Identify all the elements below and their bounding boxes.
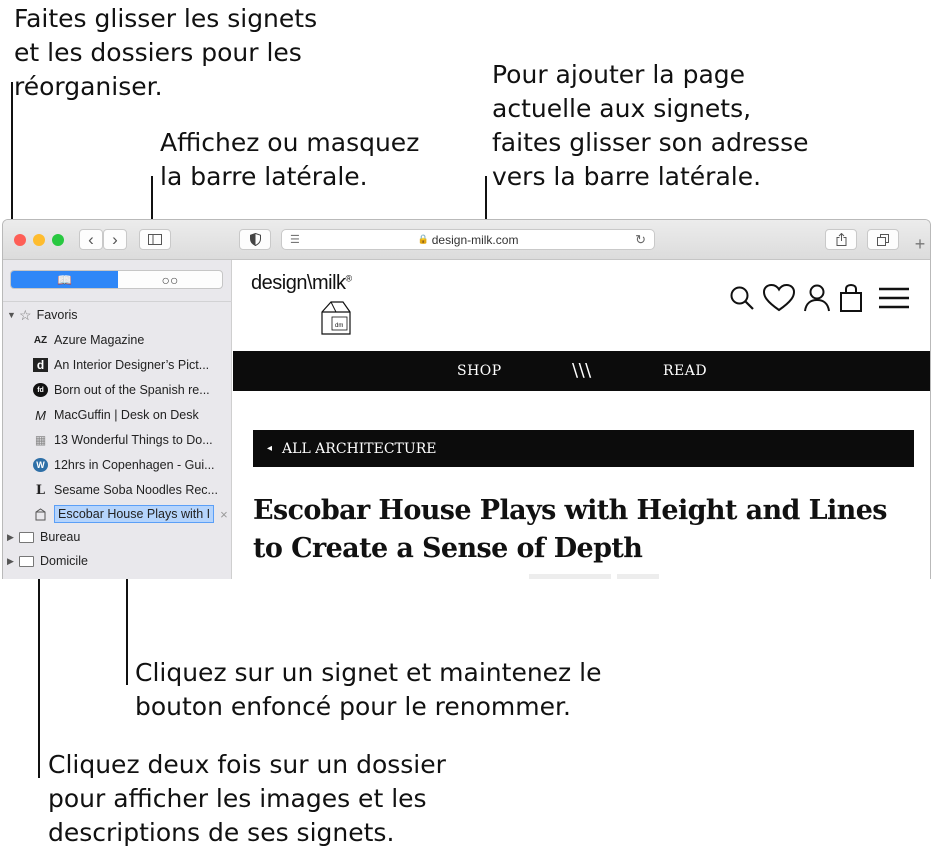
clear-icon[interactable]: ×	[220, 506, 228, 522]
bookmark-item[interactable]	[33, 404, 199, 426]
sidebar-icon	[148, 234, 162, 245]
milk-carton-icon	[319, 300, 353, 336]
favorites-folder[interactable]	[7, 304, 78, 326]
social-button-placeholder	[529, 574, 611, 579]
fd-favicon: fd	[33, 383, 48, 397]
logo-text: design\milk	[251, 272, 346, 294]
bookmark-label: An Interior Designer’s Pict...	[54, 358, 210, 372]
disclosure-open-icon: ▼	[7, 310, 16, 320]
bookmark-item-editing[interactable]	[33, 503, 228, 525]
folder-label: Domicile	[40, 554, 88, 568]
lock-icon: 🔒	[417, 234, 429, 244]
disclosure-closed-icon: ▶	[7, 555, 14, 566]
folder-label: Bureau	[40, 530, 81, 544]
nav-logo-mark[interactable]: \\\	[572, 360, 592, 381]
site-icons	[729, 284, 911, 312]
folder-domicile[interactable]	[7, 550, 88, 572]
minimize-button[interactable]	[33, 234, 45, 246]
wordpress-favicon: W	[33, 458, 48, 472]
bookmark-label: Born out of the Spanish re...	[54, 383, 210, 397]
tab-reading-list[interactable]	[118, 271, 222, 288]
bookmark-item[interactable]	[33, 329, 144, 351]
glasses-icon: ○○	[161, 271, 179, 288]
folder-icon	[19, 532, 34, 543]
bookmark-item[interactable]	[33, 379, 210, 401]
callout-rename: Cliquez sur un signet et maintenez le bouton enfoncé pour le renommer.	[135, 658, 602, 721]
forward-button[interactable]	[103, 229, 127, 250]
user-icon[interactable]	[803, 284, 831, 312]
breadcrumb-label: ALL ARCHITECTURE	[282, 440, 437, 457]
nav-read[interactable]: READ	[663, 363, 708, 379]
zoom-button[interactable]	[52, 234, 64, 246]
carton-favicon	[33, 507, 48, 521]
l-favicon: L	[35, 482, 46, 498]
folder-bureau[interactable]	[7, 526, 80, 548]
macguffin-favicon: M	[35, 407, 46, 423]
chevron-right-icon: ›	[112, 229, 118, 249]
sidebar	[3, 260, 232, 579]
rename-field[interactable]	[54, 505, 214, 523]
sidebar-toggle-button[interactable]	[139, 229, 171, 250]
callout-sidebar-toggle: Affichez ou masquez la barre latérale.	[160, 128, 420, 191]
callout-line-folder	[38, 566, 40, 778]
registered-mark: ®	[345, 273, 352, 284]
share-button[interactable]	[825, 229, 857, 250]
bookmark-label: 12hrs in Copenhagen - Gui...	[54, 458, 215, 472]
book-icon: 📖	[57, 272, 72, 287]
social-button-placeholder	[617, 574, 659, 579]
chevron-left-icon: ‹	[88, 229, 94, 249]
azure-favicon: AZ	[33, 334, 48, 346]
breadcrumb[interactable]	[253, 430, 914, 467]
shopping-bag-icon[interactable]	[839, 284, 863, 312]
rename-field-text: Escobar House Plays with I	[58, 507, 211, 521]
bookmark-label: MacGuffin | Desk on Desk	[54, 408, 199, 422]
browser-window	[2, 219, 931, 579]
bookmark-item[interactable]	[33, 429, 213, 451]
folder-icon	[19, 556, 34, 567]
search-icon[interactable]	[729, 285, 755, 311]
callout-reorder: Faites glisser les signets et les dossiers pour les réorganiser.	[14, 4, 318, 101]
bookmark-label: Sesame Soba Noodles Rec...	[54, 483, 218, 497]
article-headline: Escobar House Plays with Height and Lines to Create a Sense of Depth	[253, 495, 887, 564]
privacy-report-button[interactable]	[239, 229, 271, 250]
bookmark-label: Azure Magazine	[54, 333, 145, 347]
toolbar	[3, 220, 930, 260]
bookmark-item[interactable]	[33, 354, 209, 376]
nav-shop[interactable]: SHOP	[457, 363, 502, 379]
close-button[interactable]	[14, 234, 26, 246]
callout-folder-dblclick: Cliquez deux fois sur un dossier pour afficher les images et les descriptions de ses signets.	[48, 750, 446, 847]
tab-bookmarks[interactable]	[11, 271, 118, 288]
back-button[interactable]	[79, 229, 103, 250]
bookmark-item[interactable]	[33, 479, 218, 501]
sidebar-segmented-control	[10, 270, 223, 289]
reload-icon[interactable]: ↻	[635, 232, 646, 247]
grid-favicon: ▦	[34, 433, 47, 447]
shield-icon	[250, 233, 261, 246]
caret-left-icon: ◂	[267, 443, 273, 454]
tabs-icon	[877, 234, 889, 246]
sidebar-divider	[3, 301, 232, 302]
heart-icon[interactable]	[763, 284, 795, 312]
favorites-label: Favoris	[36, 308, 78, 322]
star-icon: ☆	[19, 306, 32, 323]
d-favicon: d	[33, 358, 48, 372]
bookmark-item[interactable]	[33, 454, 215, 476]
site-nav	[233, 351, 931, 391]
disclosure-closed-icon: ▶	[7, 531, 14, 542]
menu-icon[interactable]	[877, 286, 911, 310]
web-content	[233, 260, 931, 579]
carton-label: dm	[335, 323, 344, 329]
address-bar[interactable]	[281, 229, 655, 250]
bookmark-label: 13 Wonderful Things to Do...	[54, 433, 213, 447]
reader-icon[interactable]: ☰	[290, 234, 300, 246]
new-tab-button[interactable]: +	[914, 234, 926, 254]
tab-overview-button[interactable]	[867, 229, 899, 250]
share-icon	[836, 233, 847, 246]
url-text[interactable]: design-milk.com	[431, 232, 519, 247]
callout-add-page: Pour ajouter la page actuelle aux signets, faites glisser son adresse vers la barre latérale.	[492, 60, 809, 191]
site-logo[interactable]	[251, 272, 352, 295]
